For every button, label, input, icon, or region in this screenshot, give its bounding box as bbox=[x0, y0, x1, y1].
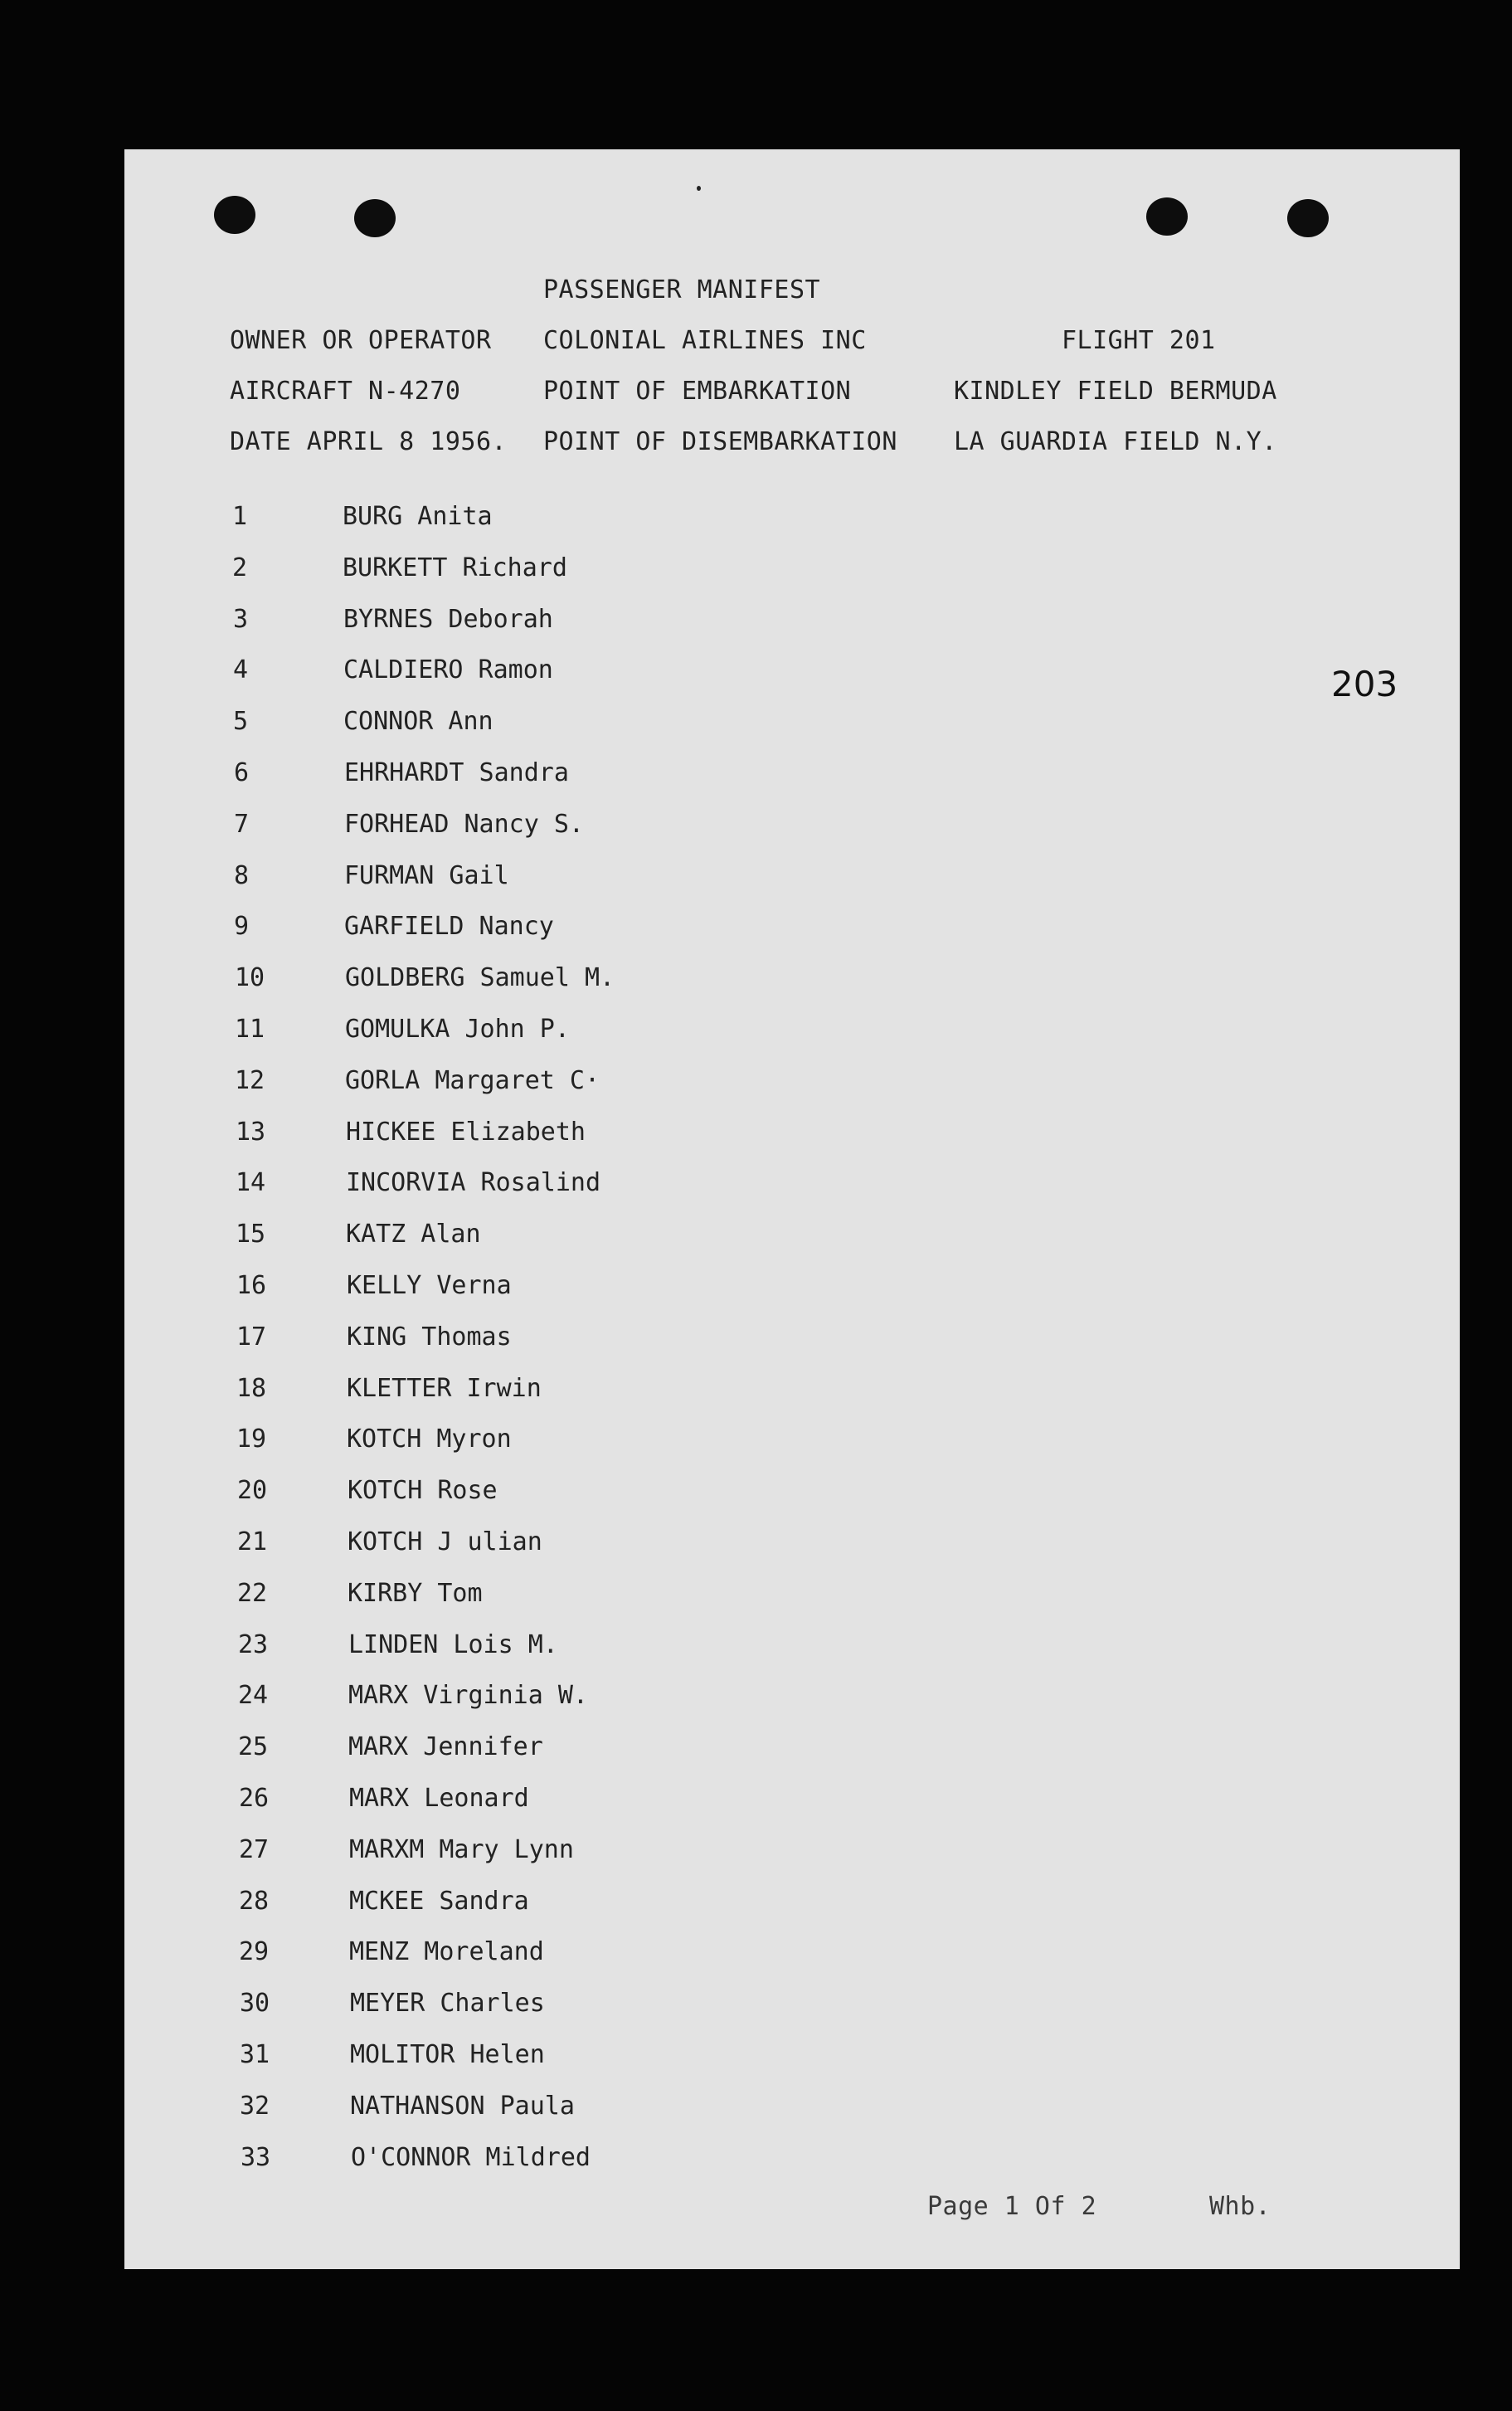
passenger-number: 29 bbox=[239, 1937, 270, 1966]
disembarkation-label: POINT OF DISEMBARKATION bbox=[543, 427, 897, 456]
passenger-name: CALDIERO Ramon bbox=[343, 655, 553, 684]
passenger-number: 5 bbox=[233, 707, 249, 736]
passenger-name: INCORVIA Rosalind bbox=[346, 1168, 601, 1197]
passenger-number: 17 bbox=[236, 1322, 267, 1352]
passenger-number: 20 bbox=[237, 1476, 268, 1505]
passenger-number: 2 bbox=[232, 553, 248, 582]
passenger-number: 31 bbox=[240, 2040, 270, 2069]
passenger-number: 1 bbox=[232, 502, 248, 531]
manifest-sheet bbox=[124, 149, 1460, 2269]
passenger-number: 14 bbox=[236, 1168, 266, 1197]
passenger-number: 25 bbox=[238, 1732, 269, 1761]
passenger-name: GORLA Margaret C· bbox=[345, 1066, 600, 1095]
passenger-number: 7 bbox=[234, 810, 250, 839]
passenger-name: CONNOR Ann bbox=[343, 707, 493, 736]
passenger-name: GARFIELD Nancy bbox=[344, 912, 554, 941]
passenger-name: LINDEN Lois M. bbox=[348, 1630, 558, 1659]
owner-value: COLONIAL AIRLINES INC bbox=[543, 326, 867, 355]
passenger-name: FURMAN Gail bbox=[344, 861, 509, 890]
passenger-number: 16 bbox=[236, 1271, 267, 1300]
passenger-number: 9 bbox=[234, 912, 250, 941]
flight-number: FLIGHT 201 bbox=[1062, 326, 1216, 355]
passenger-name: MARX Jennifer bbox=[348, 1732, 543, 1761]
passenger-number: 26 bbox=[239, 1784, 270, 1813]
passenger-name: MENZ Moreland bbox=[349, 1937, 544, 1966]
passenger-number: 4 bbox=[233, 655, 249, 684]
passenger-name: MARXM Mary Lynn bbox=[349, 1835, 574, 1864]
passenger-name: KELLY Verna bbox=[347, 1271, 512, 1300]
passenger-name: MCKEE Sandra bbox=[349, 1887, 529, 1916]
passenger-number: 19 bbox=[236, 1425, 267, 1454]
passenger-number: 10 bbox=[235, 963, 265, 992]
flight-date: DATE APRIL 8 1956. bbox=[230, 427, 508, 456]
passenger-number: 21 bbox=[237, 1527, 268, 1556]
embarkation-value: KINDLEY FIELD BERMUDA bbox=[954, 377, 1277, 406]
passenger-number: 22 bbox=[237, 1579, 268, 1608]
passenger-name: O'CONNOR Mildred bbox=[351, 2143, 591, 2172]
passenger-number: 15 bbox=[236, 1220, 266, 1249]
passenger-number: 18 bbox=[236, 1374, 267, 1403]
passenger-name: MOLITOR Helen bbox=[350, 2040, 545, 2069]
paper-speck bbox=[697, 186, 701, 191]
passenger-name: KOTCH Rose bbox=[348, 1476, 498, 1505]
passenger-number: 30 bbox=[240, 1989, 270, 2018]
passenger-number: 13 bbox=[236, 1118, 266, 1147]
disembarkation-value: LA GUARDIA FIELD N.Y. bbox=[954, 427, 1277, 456]
passenger-name: FORHEAD Nancy S. bbox=[344, 810, 584, 839]
passenger-number: 3 bbox=[233, 605, 249, 634]
passenger-name: KOTCH Myron bbox=[347, 1425, 512, 1454]
owner-label: OWNER OR OPERATOR bbox=[230, 326, 492, 355]
passenger-name: HICKEE Elizabeth bbox=[346, 1118, 586, 1147]
page-indicator: Page 1 Of 2 bbox=[927, 2192, 1097, 2221]
passenger-number: 11 bbox=[235, 1015, 265, 1044]
passenger-number: 6 bbox=[234, 758, 250, 787]
passenger-name: KLETTER Irwin bbox=[347, 1374, 542, 1403]
passenger-name: MEYER Charles bbox=[350, 1989, 545, 2018]
passenger-number: 27 bbox=[239, 1835, 270, 1864]
passenger-name: EHRHARDT Sandra bbox=[344, 758, 569, 787]
passenger-name: KING Thomas bbox=[347, 1322, 512, 1352]
passenger-number: 32 bbox=[240, 2092, 270, 2121]
passenger-name: MARX Leonard bbox=[349, 1784, 529, 1813]
binder-hole bbox=[1287, 199, 1329, 237]
passenger-number: 12 bbox=[235, 1066, 265, 1095]
passenger-name: BURG Anita bbox=[343, 502, 493, 531]
passenger-number: 8 bbox=[234, 861, 250, 890]
passenger-name: NATHANSON Paula bbox=[350, 2092, 575, 2121]
binder-hole bbox=[214, 196, 255, 234]
passenger-name: KOTCH J ulian bbox=[348, 1527, 542, 1556]
binder-hole bbox=[354, 199, 396, 237]
passenger-name: BURKETT Richard bbox=[343, 553, 567, 582]
passenger-number: 24 bbox=[238, 1681, 269, 1710]
page-stamp-number: 203 bbox=[1331, 664, 1398, 704]
passenger-name: BYRNES Deborah bbox=[343, 605, 553, 634]
manifest-title: PASSENGER MANIFEST bbox=[543, 275, 821, 304]
clerk-initials: Whb. bbox=[1209, 2192, 1271, 2221]
passenger-name: KATZ Alan bbox=[346, 1220, 481, 1249]
binder-hole bbox=[1146, 197, 1188, 236]
passenger-number: 28 bbox=[239, 1887, 270, 1916]
aircraft-number: AIRCRAFT N-4270 bbox=[230, 377, 461, 406]
passenger-number: 33 bbox=[241, 2143, 271, 2172]
embarkation-label: POINT OF EMBARKATION bbox=[543, 377, 852, 406]
passenger-name: GOLDBERG Samuel M. bbox=[345, 963, 615, 992]
passenger-name: GOMULKA John P. bbox=[345, 1015, 570, 1044]
passenger-name: KIRBY Tom bbox=[348, 1579, 483, 1608]
passenger-name: MARX Virginia W. bbox=[348, 1681, 588, 1710]
passenger-number: 23 bbox=[238, 1630, 269, 1659]
